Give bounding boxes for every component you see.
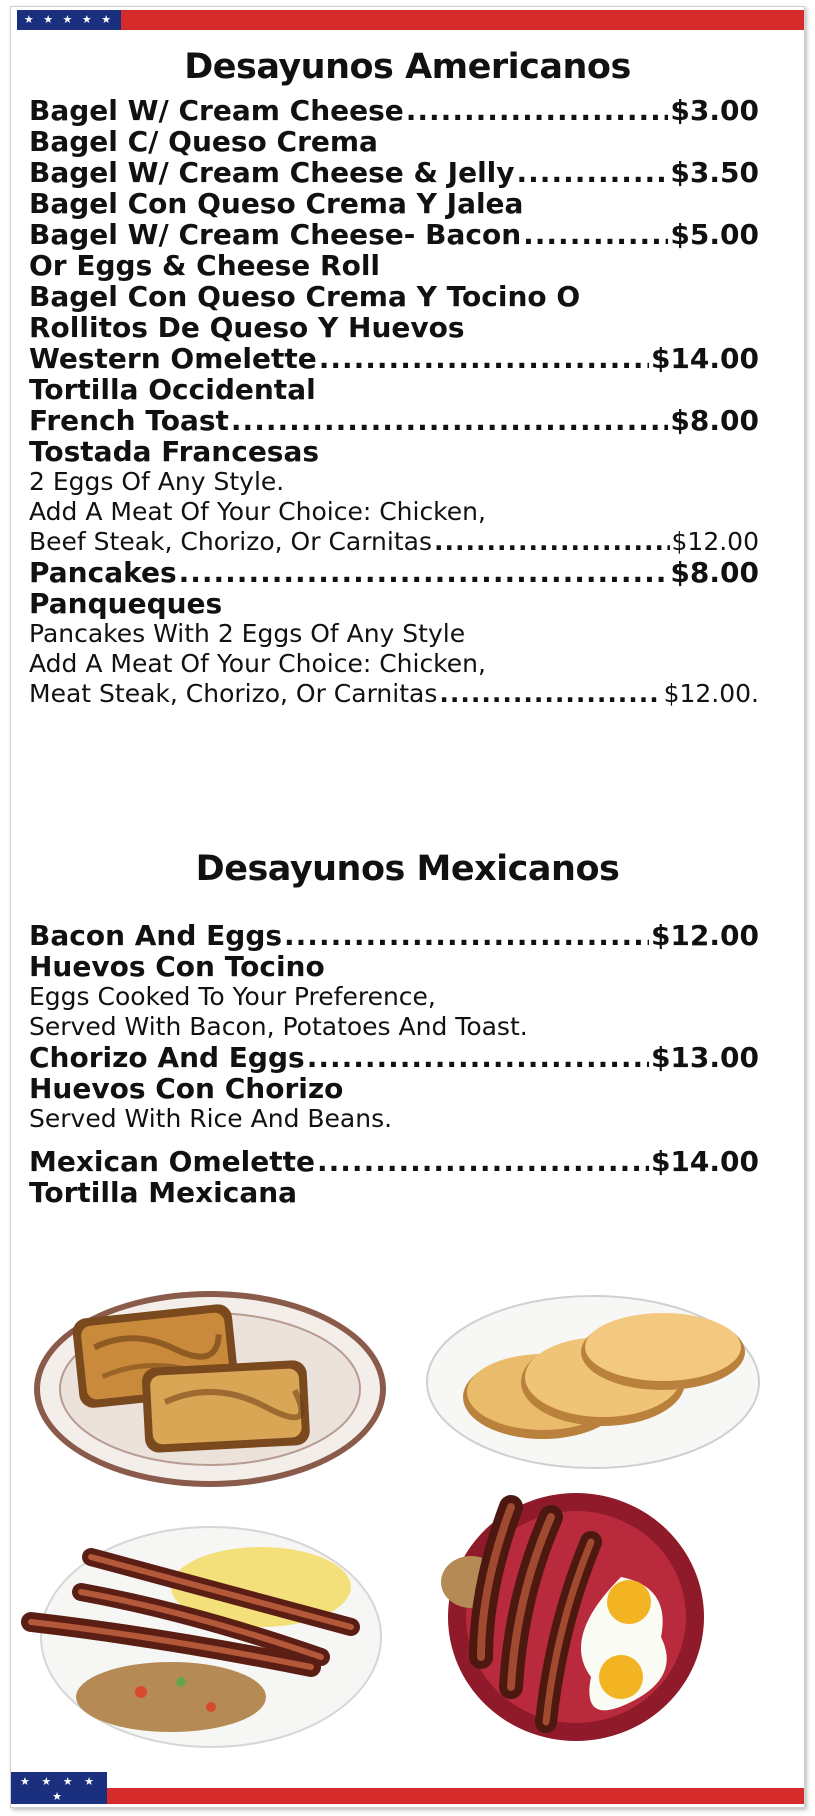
- menu-item: [29, 1146, 759, 1177]
- menu-item-name: Bagel C/ Queso Crema: [29, 125, 378, 158]
- menu-item-name: Beef Steak, Chorizo, Or Carnitas: [29, 527, 432, 556]
- menu-item: [29, 157, 759, 188]
- menu-item: [29, 126, 759, 157]
- menu-item: [29, 1042, 759, 1073]
- flag-stars: ★ ★ ★ ★ ★: [11, 1772, 107, 1804]
- menu-item-price: $8.00: [670, 404, 759, 437]
- menu-item-price: $3.50: [670, 156, 759, 189]
- menu-item-name: Pancakes: [29, 556, 177, 589]
- menu-item-price: $14.00: [650, 342, 759, 375]
- dot-leader: [439, 679, 661, 709]
- flag-banner-bottom: [11, 1772, 804, 1804]
- menu-item-name: Tortilla Occidental: [29, 373, 316, 406]
- dot-leader: [406, 95, 669, 126]
- menu-item: [29, 405, 759, 436]
- menu-item-price: $5.00: [670, 218, 759, 251]
- section-heading-mexican: Desayunos Mexicanos: [195, 849, 620, 889]
- flag-banner-top: [17, 10, 805, 30]
- menu-item-description: [29, 497, 759, 527]
- menu-item-name: Tortilla Mexicana: [29, 1176, 298, 1209]
- menu-item-name: Bagel Con Queso Crema Y Jalea: [29, 187, 524, 220]
- menu-item-description: [29, 1104, 759, 1134]
- menu-item: [29, 436, 759, 467]
- menu-item-name: Or Eggs & Cheese Roll: [29, 249, 381, 282]
- dot-leader: [517, 157, 669, 188]
- menu-item-price: $3.00: [670, 94, 759, 127]
- dot-leader: [523, 219, 668, 250]
- menu-item-name: Bagel W/ Cream Cheese: [29, 94, 404, 127]
- mexican-menu-list: [29, 920, 759, 1208]
- menu-item-description: [29, 649, 759, 679]
- dot-leader: [307, 1042, 649, 1073]
- menu-item: [29, 219, 759, 250]
- menu-item: [29, 1073, 759, 1104]
- menu-item-name: Tostada Francesas: [29, 435, 320, 468]
- section-heading-american: Desayunos Americanos: [184, 47, 631, 87]
- flag-stars: ★ ★ ★ ★ ★: [17, 10, 121, 30]
- menu-item-price: $8.00: [670, 556, 759, 589]
- menu-item: [29, 588, 759, 619]
- menu-item-name: Western Omelette: [29, 342, 317, 375]
- menu-item-name: Served With Rice And Beans.: [29, 1104, 393, 1133]
- menu-item-price: $12.00.: [663, 679, 759, 708]
- menu-item-description: [29, 619, 759, 649]
- menu-item-name: Served With Bacon, Potatoes And Toast.: [29, 1012, 528, 1041]
- menu-item-name: Add A Meat Of Your Choice: Chicken,: [29, 497, 486, 526]
- menu-item-name: Bagel W/ Cream Cheese- Bacon: [29, 218, 522, 251]
- menu-item-name: Rollitos De Queso Y Huevos: [29, 311, 465, 344]
- menu-item-price: $14.00: [650, 1145, 759, 1178]
- menu-item-name: French Toast: [29, 404, 229, 437]
- menu-item-name: Add A Meat Of Your Choice: Chicken,: [29, 649, 486, 678]
- menu-item: [29, 188, 759, 219]
- menu-item: [29, 557, 759, 588]
- menu-item-name: Chorizo And Eggs: [29, 1041, 305, 1074]
- french-toast-photo: [25, 1279, 395, 1499]
- pancakes-photo: [423, 1287, 763, 1477]
- menu-item-price: $13.00: [650, 1041, 759, 1074]
- dot-leader: [179, 557, 669, 588]
- menu-item: [29, 1177, 759, 1208]
- menu-item-price: $12.00: [671, 527, 759, 556]
- bacon-eggs-photo: [21, 1517, 391, 1757]
- menu-item-description: [29, 982, 759, 1012]
- menu-item-name: 2 Eggs Of Any Style.: [29, 467, 285, 496]
- menu-item-name: Mexican Omelette: [29, 1145, 316, 1178]
- menu-item: [29, 374, 759, 405]
- menu-item-name: Eggs Cooked To Your Preference,: [29, 982, 436, 1011]
- menu-item: [29, 281, 759, 312]
- dot-leader: [317, 1146, 649, 1177]
- dot-leader: [231, 405, 669, 436]
- menu-item-name: Huevos Con Chorizo: [29, 1072, 344, 1105]
- menu-item-name: Bagel W/ Cream Cheese & Jelly: [29, 156, 515, 189]
- menu-item-name: Pancakes With 2 Eggs Of Any Style: [29, 619, 466, 648]
- menu-item: [29, 920, 759, 951]
- dot-leader: [284, 920, 649, 951]
- menu-item-name: Huevos Con Tocino: [29, 950, 325, 983]
- menu-item-description: [29, 527, 759, 557]
- dot-leader: [319, 343, 649, 374]
- menu-item-price: $12.00: [650, 919, 759, 952]
- menu-item-description: [29, 679, 759, 709]
- menu-item-name: Meat Steak, Chorizo, Or Carnitas: [29, 679, 438, 708]
- chorizo-eggs-photo: [441, 1487, 711, 1747]
- menu-item-name: Panqueques: [29, 587, 223, 620]
- menu-item: [29, 343, 759, 374]
- dot-leader: [434, 527, 670, 557]
- menu-item-description: [29, 467, 759, 497]
- menu-page: [10, 6, 805, 1808]
- flag-stripe: [121, 10, 805, 30]
- menu-item: [29, 250, 759, 281]
- menu-item: [29, 312, 759, 343]
- menu-item-name: Bacon And Eggs: [29, 919, 283, 952]
- menu-item: [29, 95, 759, 126]
- menu-item: [29, 951, 759, 982]
- menu-item-description: [29, 1012, 759, 1042]
- menu-item-name: Bagel Con Queso Crema Y Tocino O: [29, 280, 581, 313]
- american-menu-list: [29, 95, 759, 709]
- flag-stripe: [107, 1788, 804, 1804]
